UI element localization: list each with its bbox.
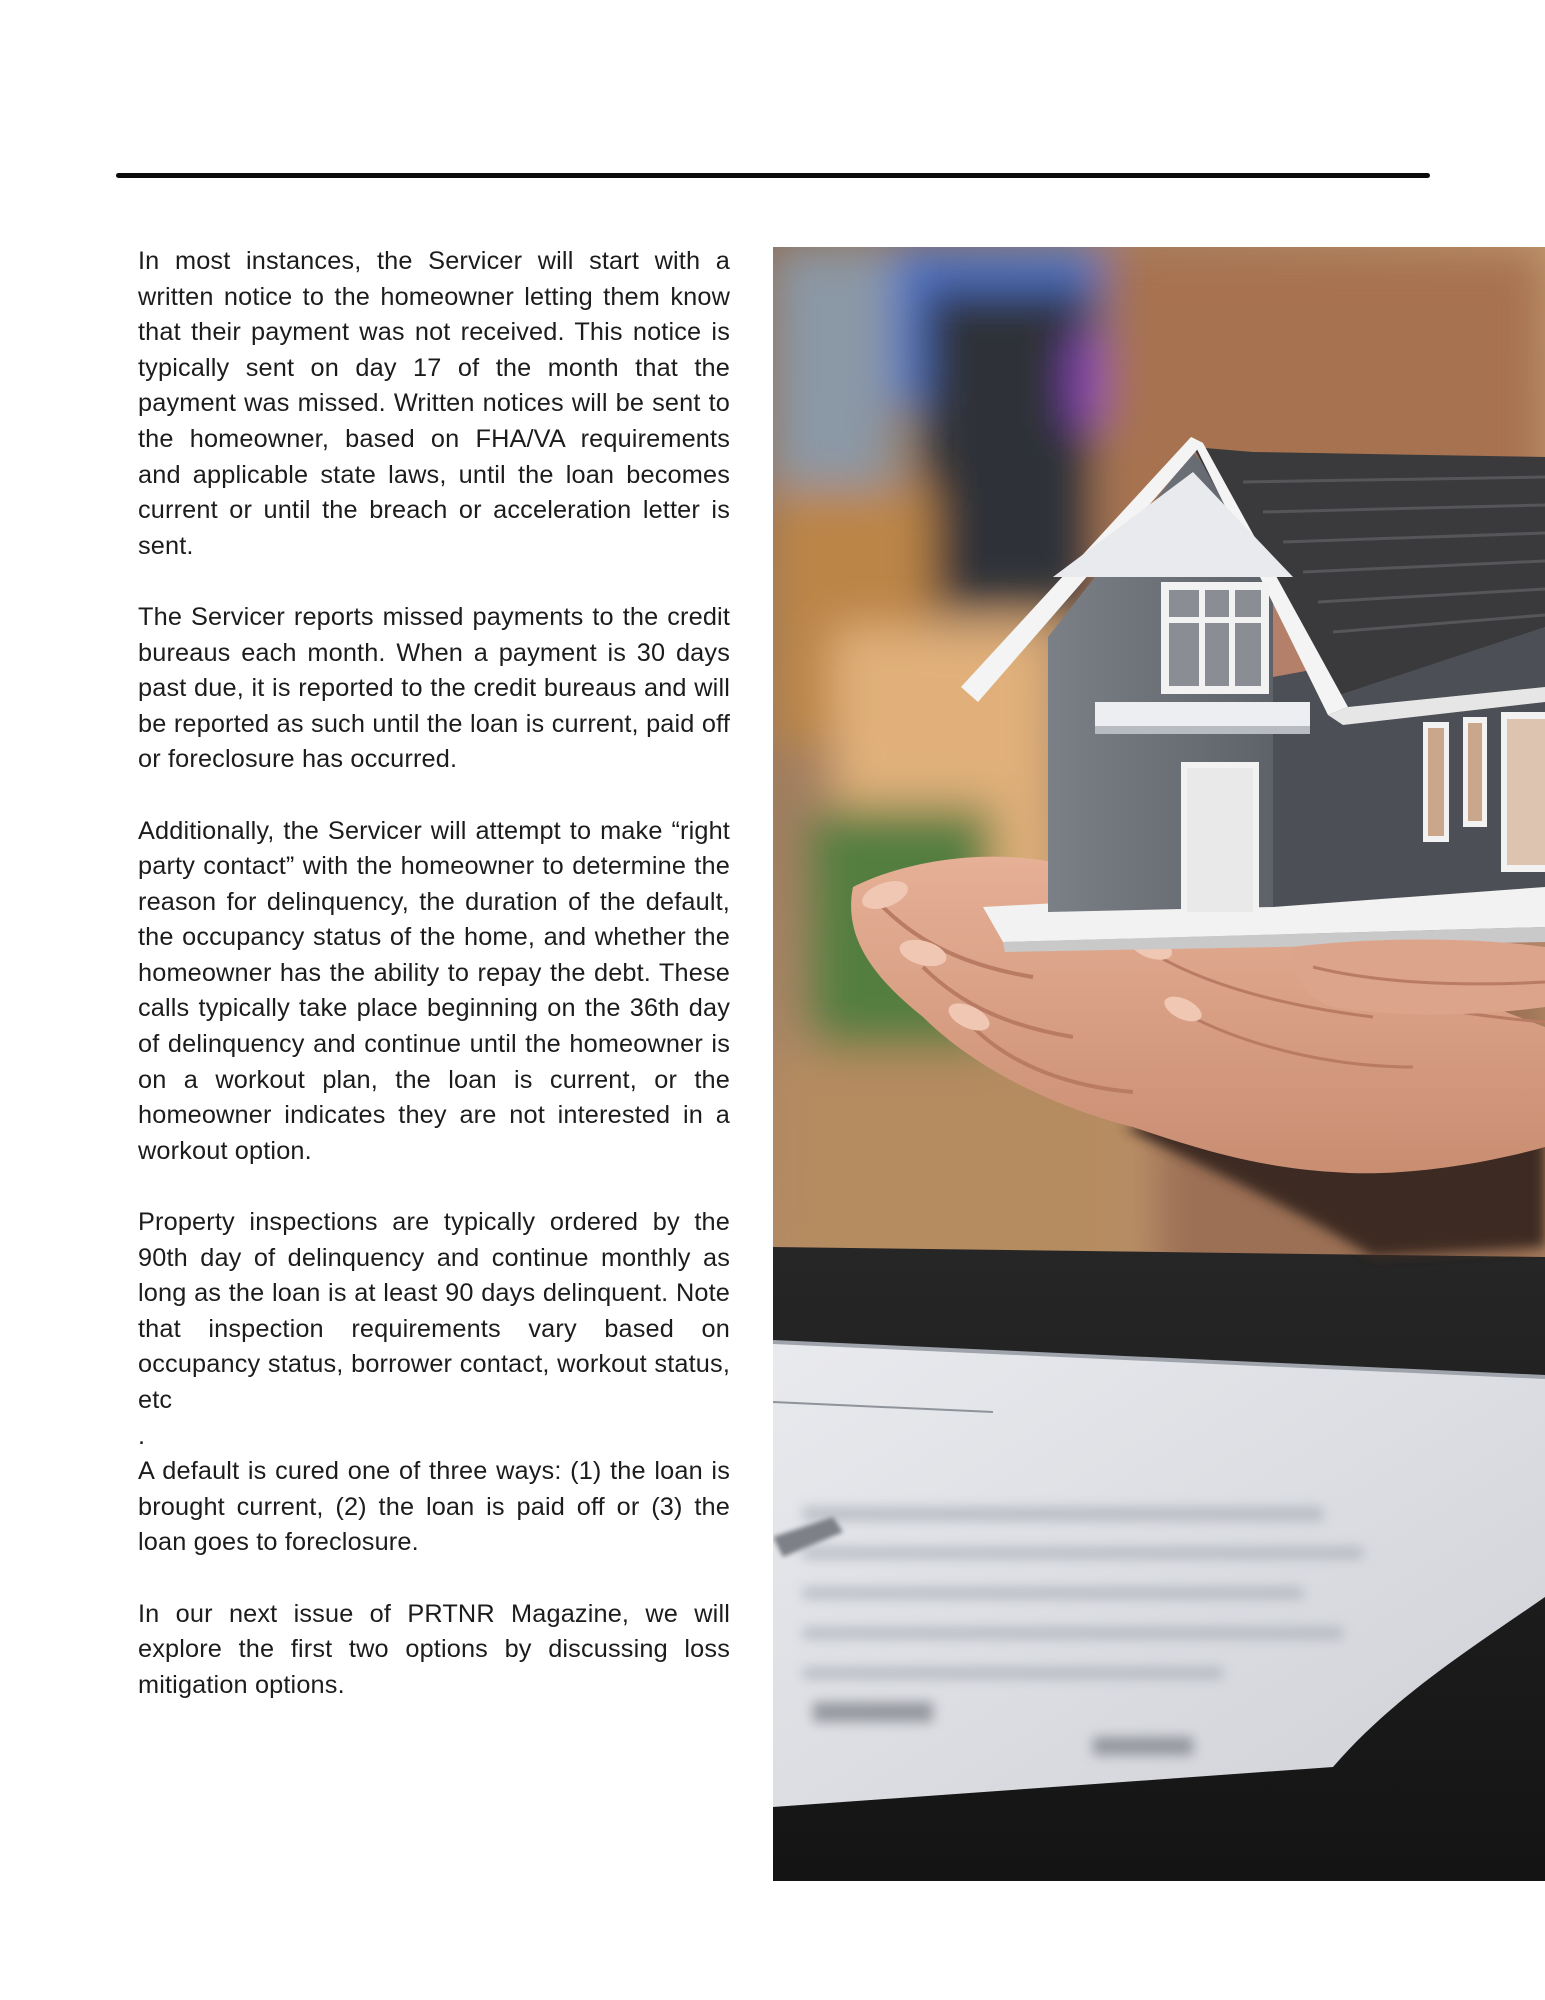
paragraph-written-notice: In most instances, the Servicer will start with a written notice to the homeowner letting them know that their payment was not received. This notice is typically sent on day 17 of the month that the payment was missed. Written notices will be sent to the homeowner, based on FHA/VA requirements and applicable state laws, until the loan becomes current or until the breach or acceleration letter is sent. <box>138 247 730 560</box>
house-model-in-hands-photo <box>773 247 1545 1881</box>
header-divider <box>116 173 1430 178</box>
paragraph-default-cured: A default is cured one of three ways: (1) the loan is brought current, (2) the loan is paid off or (3) the loan goes to foreclosure. <box>138 1457 730 1557</box>
paragraph-property-inspections: Property inspections are typically ordered by the 90th day of delinquency and continue monthly as long as the loan is at least 90 days delinquent. Note that inspection requirements vary based on occupancy status, borrower contact, workout status, etc <box>138 1208 730 1414</box>
paragraph-next-issue: In our next issue of PRTNR Magazine, we will explore the first two options by discussing loss mitigation options. <box>138 1599 730 1699</box>
paragraph-credit-reporting: The Servicer reports missed payments to the credit bureaus each month. When a payment is 30 days past due, it is reported to the credit bureaus and will be reported as such until the loan is current, paid off or foreclosure has occurred. <box>138 602 730 774</box>
paragraph-right-party-contact: Additionally, the Servicer will attempt to make “right party contact” with the homeowner to determine the reason for delinquency, the duration of the default, the occupancy status of the home, and whether the homeowner has the ability to repay the debt. These calls typically take place beginning on the 36th day of delinquency and continue until the homeowner is on a workout plan, the loan is current, or the homeowner indicates they are not interested in a workout option. <box>138 816 730 1165</box>
paragraph-period: . <box>138 1421 146 1450</box>
article-body <box>138 244 730 1739</box>
